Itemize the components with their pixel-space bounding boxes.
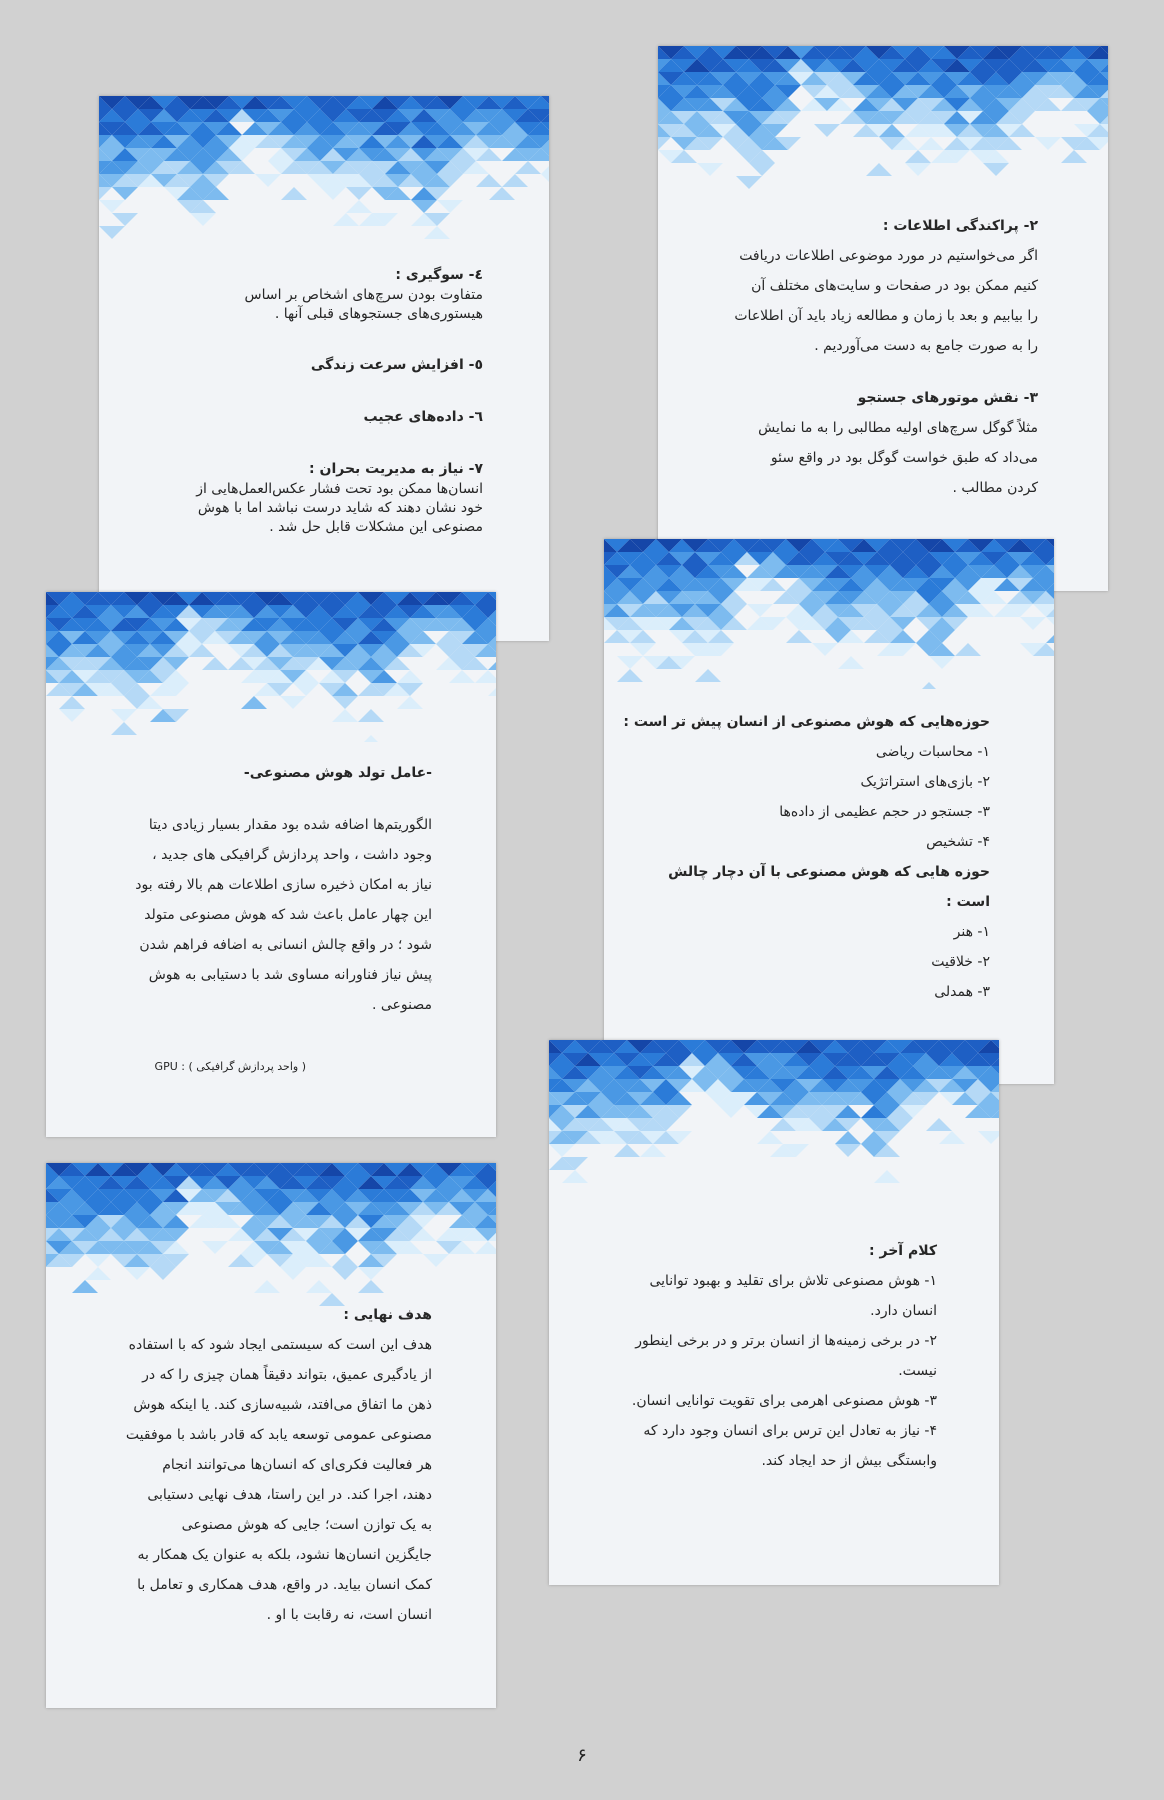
- card-fragmentation: [658, 46, 1108, 591]
- heading-ultimate-goal: هدف نهایی :: [343, 1307, 432, 1323]
- banner-tile: [757, 1131, 783, 1144]
- banner-tile: [124, 1267, 150, 1280]
- list-item: ۳- جستجو در حجم عظیمی از داده‌ها: [779, 804, 990, 820]
- text-line: به یک توازن است؛ جایی که هوش مصنوعی: [181, 1517, 432, 1533]
- list-item: ۱- محاسبات ریاضی: [875, 744, 990, 760]
- banner-tile: [112, 213, 138, 226]
- text-line: را بیابیم و بعد با زمان و مطالعه زیاد باید آن اطلاعات: [734, 308, 1038, 324]
- banner-tile: [346, 187, 372, 200]
- list-item: ۴- تشخیص: [926, 834, 990, 850]
- banner-tile: [874, 1170, 900, 1183]
- heading-domains-ahead: حوزه‌هایی که هوش مصنوعی از انسان پیش تر است :: [623, 714, 990, 730]
- text-line: کنیم ممکن بود در صفحات و سایت‌های مختلف آن: [751, 278, 1038, 294]
- text-line: مصنوعی این مشکلات قابل حل شد .: [269, 519, 483, 535]
- banner-tile: [112, 187, 138, 200]
- banner-tile: [346, 200, 372, 213]
- text-line: را به صورت جامع به دست می‌آوردیم .: [814, 338, 1038, 354]
- banner-tile: [786, 630, 812, 643]
- banner-tile: [918, 137, 944, 150]
- banner-tile: [736, 176, 762, 189]
- text-line: انسان‌ها ممکن بود تحت فشار عکس‌العمل‌هایی از: [196, 481, 483, 497]
- gpu-footnote: GPU : ( واحد پردازش گرافیکی ): [154, 1060, 306, 1073]
- heading-search-engines: ۳- نقش موتورهای جستجو: [857, 390, 1038, 406]
- heading-domains-challenge: حوزه هایی که هوش مصنوعی با آن دچار چالش: [668, 864, 990, 880]
- banner-pattern: [658, 46, 1108, 196]
- heading-ai-birth-factors: -عامل تولد هوش مصنوعی-: [243, 765, 432, 781]
- card-text: [678, 211, 1038, 503]
- banner-tile: [983, 163, 1009, 176]
- banner-tile: [111, 722, 137, 735]
- banner-pattern: [549, 1040, 999, 1190]
- banner-tile: [1035, 137, 1061, 150]
- banner-tile: [358, 709, 384, 722]
- banner-tile: [358, 735, 384, 742]
- list-item: ۳- همدلی: [934, 984, 990, 1000]
- banner-tile: [695, 669, 721, 682]
- banner-tile: [614, 1144, 640, 1157]
- banner-tile: [358, 1280, 384, 1293]
- heading-bias: ٤- سوگیری :: [395, 267, 483, 283]
- card-ultimate-goal: [46, 1163, 496, 1708]
- text-line: کمک انسان بیاید. در واقع، هدف همکاری و تعامل با: [137, 1577, 432, 1593]
- banner-tile: [929, 656, 955, 669]
- heading-strange-data: ٦- داده‌های عجیب: [363, 409, 483, 425]
- banner-tile: [449, 670, 475, 683]
- banner-tile: [515, 161, 541, 174]
- banner-tile: [541, 161, 549, 174]
- banner-tile: [423, 1254, 449, 1267]
- banner-tile: [658, 137, 671, 150]
- banner-tile: [332, 1254, 358, 1267]
- card-text: [52, 1300, 432, 1630]
- banner-tile: [320, 187, 346, 200]
- text-line: خود نشان دهند که شاید درست نباشد اما با هوش: [197, 500, 483, 516]
- banner-tile: [697, 163, 723, 176]
- banner-tile: [978, 1131, 999, 1144]
- banner-tile: [411, 200, 437, 213]
- banner-tile: [640, 1144, 666, 1157]
- banner-tile: [99, 200, 125, 213]
- banner-tile: [99, 187, 112, 200]
- banner-tile: [475, 670, 496, 683]
- banner-tile: [939, 1131, 965, 1144]
- banner-tile: [72, 1280, 98, 1293]
- banner-tile: [255, 174, 281, 187]
- banner-tile: [59, 696, 85, 709]
- banner-tile: [293, 683, 319, 696]
- list-item: ۲- بازی‌های استراتژیک: [860, 774, 990, 790]
- banner-tile: [502, 174, 528, 187]
- banner-tile: [280, 1267, 306, 1280]
- banner-tile: [541, 174, 549, 187]
- banner-tile: [905, 163, 931, 176]
- banner-tile: [99, 226, 125, 239]
- banner-tile: [955, 643, 981, 656]
- text-line: وابستگی بیش از حد ایجاد کند.: [761, 1453, 937, 1469]
- card-text: [113, 264, 483, 537]
- card-factors: [46, 592, 496, 1137]
- banner-tile: [617, 669, 643, 682]
- text-line: کردن مطالب .: [952, 480, 1038, 496]
- banner-tile: [85, 1267, 111, 1280]
- banner-tile: [749, 163, 775, 176]
- text-line: جایگزین انسان‌ها نشود، بلکه به عنوان یک همکار به: [137, 1547, 432, 1563]
- card-text: [620, 707, 990, 1007]
- banner-tile: [332, 1267, 358, 1280]
- text-line: ۴- نیاز به تعادل این ترس برای انسان وجود دارد که: [643, 1423, 937, 1439]
- text-line: می‌داد که طبق خواست گوگل بود در واقع سئو: [770, 450, 1038, 466]
- list-item: ۲- خلاقیت: [931, 954, 990, 970]
- banner-tile: [254, 1280, 280, 1293]
- heading-life-speed: ٥- افزایش سرعت زندگی: [310, 357, 483, 373]
- text-line: وجود داشت ، واحد پردازش گرافیکی های جدید ،: [152, 847, 432, 863]
- banner-tile: [358, 1267, 384, 1280]
- card-final-word: [549, 1040, 999, 1585]
- banner-tile: [1046, 630, 1054, 643]
- text-line: پیش نیاز فناورانه مساوی شد با دستیابی به هوش: [148, 967, 432, 983]
- banner-tile: [475, 1241, 496, 1254]
- text-line: هدف این است که سیستمی ایجاد شود که با استفاده: [128, 1337, 432, 1353]
- banner-tile: [812, 643, 838, 656]
- banner-tile: [306, 1280, 332, 1293]
- banner-tile: [190, 213, 216, 226]
- text-line: دهند، اجرا کند. در این راستا، هدف نهایی دستیابی: [147, 1487, 432, 1503]
- banner-tile: [424, 226, 450, 239]
- text-line: ۱- هوش مصنوعی تلاش برای تقلید و بهبود توانایی: [649, 1273, 937, 1289]
- banner-tile: [85, 1254, 111, 1267]
- banner-tile: [630, 643, 656, 656]
- text-line: از یادگیری عمیق، بتواند دقیقاً همان چیزی را که در: [142, 1367, 432, 1383]
- banner-pattern: [46, 592, 496, 742]
- text-line: ۲- در برخی زمینه‌ها از انسان برتر و در برخی اینطور: [635, 1333, 937, 1349]
- banner-tile: [332, 709, 358, 722]
- banner-tile: [562, 1170, 588, 1183]
- text-line: انسان است، نه رقابت با او .: [266, 1607, 432, 1623]
- banner-tile: [489, 187, 515, 200]
- banner-tile: [814, 124, 840, 137]
- text-line: انسان دارد.: [870, 1303, 937, 1319]
- text-line: هیستوری‌های جستجوهای قبلی آنها .: [274, 306, 483, 322]
- banner-tile: [333, 213, 359, 226]
- card-domains: [604, 539, 1054, 1084]
- banner-tile: [1061, 150, 1087, 163]
- banner-tile: [1046, 617, 1054, 630]
- page-number: ۶: [577, 1745, 587, 1766]
- banner-tile: [111, 709, 137, 722]
- text-line: هر فعالیت فکری‌ای که انسان‌ها می‌توانند انجام: [162, 1457, 432, 1473]
- text-line: ذهن ما اتفاق می‌افتد، شبیه‌سازی کند. یا اینکه هوش: [133, 1397, 432, 1413]
- banner-tile: [866, 163, 892, 176]
- text-line: نیاز به امکان ذخیره سازی اطلاعات هم بالا رفته بود: [135, 877, 432, 893]
- banner-tile: [397, 670, 423, 683]
- banner-tile: [280, 696, 306, 709]
- banner-tile: [617, 656, 643, 669]
- heading-fragmentation: ۲- پراکندگی اطلاعات :: [882, 218, 1038, 234]
- banner-tile: [59, 709, 85, 722]
- banner-tile: [905, 150, 931, 163]
- banner-tile: [202, 1241, 228, 1254]
- card-text: [567, 1236, 937, 1476]
- banner-tile: [281, 187, 307, 200]
- banner-tile: [488, 657, 496, 670]
- banner-tile: [241, 696, 267, 709]
- text-line: این چهار عامل باعث شد که هوش مصنوعی متولد: [144, 907, 432, 923]
- text-line: متفاوت بودن سرچ‌های اشخاص بر اساس: [244, 287, 483, 303]
- heading-domains-challenge-cont: است :: [946, 894, 990, 910]
- banner-tile: [488, 683, 496, 696]
- banner-tile: [1020, 617, 1046, 630]
- heading-crisis-management: ٧- نیاز به مدیریت بحران :: [309, 461, 483, 477]
- text-line: مثلاً گوگل سرچ‌های اولیه مطالبی را به ما نمایش: [758, 420, 1038, 436]
- banner-tile: [916, 682, 942, 689]
- text-line: اگر می‌خواستیم در مورد موضوعی اطلاعات دریافت: [739, 248, 1038, 264]
- text-line: شود ؛ در واقع چالش انسانی به اضافه فراهم شدن: [139, 937, 432, 953]
- banner-tile: [437, 200, 463, 213]
- banner-pattern: [46, 1163, 496, 1313]
- text-line: نیست.: [898, 1363, 937, 1379]
- card-text: [62, 758, 432, 1020]
- list-item: ۱- هنر: [953, 924, 990, 940]
- banner-tile: [150, 1267, 176, 1280]
- heading-final-word: کلام آخر :: [869, 1243, 937, 1259]
- banner-tile: [835, 1144, 861, 1157]
- text-line: مصنوعی .: [371, 997, 432, 1013]
- banner-tile: [718, 1105, 744, 1118]
- banner-tile: [397, 696, 423, 709]
- banner-pattern: [99, 96, 549, 246]
- banner-tile: [549, 1144, 575, 1157]
- banner-tile: [476, 174, 502, 187]
- banner-tile: [747, 604, 773, 617]
- banner-tile: [926, 1118, 952, 1131]
- banner-tile: [835, 1131, 861, 1144]
- banner-tile: [202, 657, 228, 670]
- text-line: الگوریتم‌ها اضافه شده بود مقدار بسیار زیادی دیتا: [148, 817, 432, 833]
- text-line: مصنوعی عمومی توسعه یابد که قادر باشد با موفقیت: [125, 1427, 432, 1443]
- banner-tile: [332, 696, 358, 709]
- text-line: ۳- هوش مصنوعی اهرمی برای تقویت توانایی انسان.: [631, 1393, 937, 1409]
- banner-pattern: [604, 539, 1054, 689]
- card-bias: [99, 96, 549, 641]
- banner-tile: [838, 656, 864, 669]
